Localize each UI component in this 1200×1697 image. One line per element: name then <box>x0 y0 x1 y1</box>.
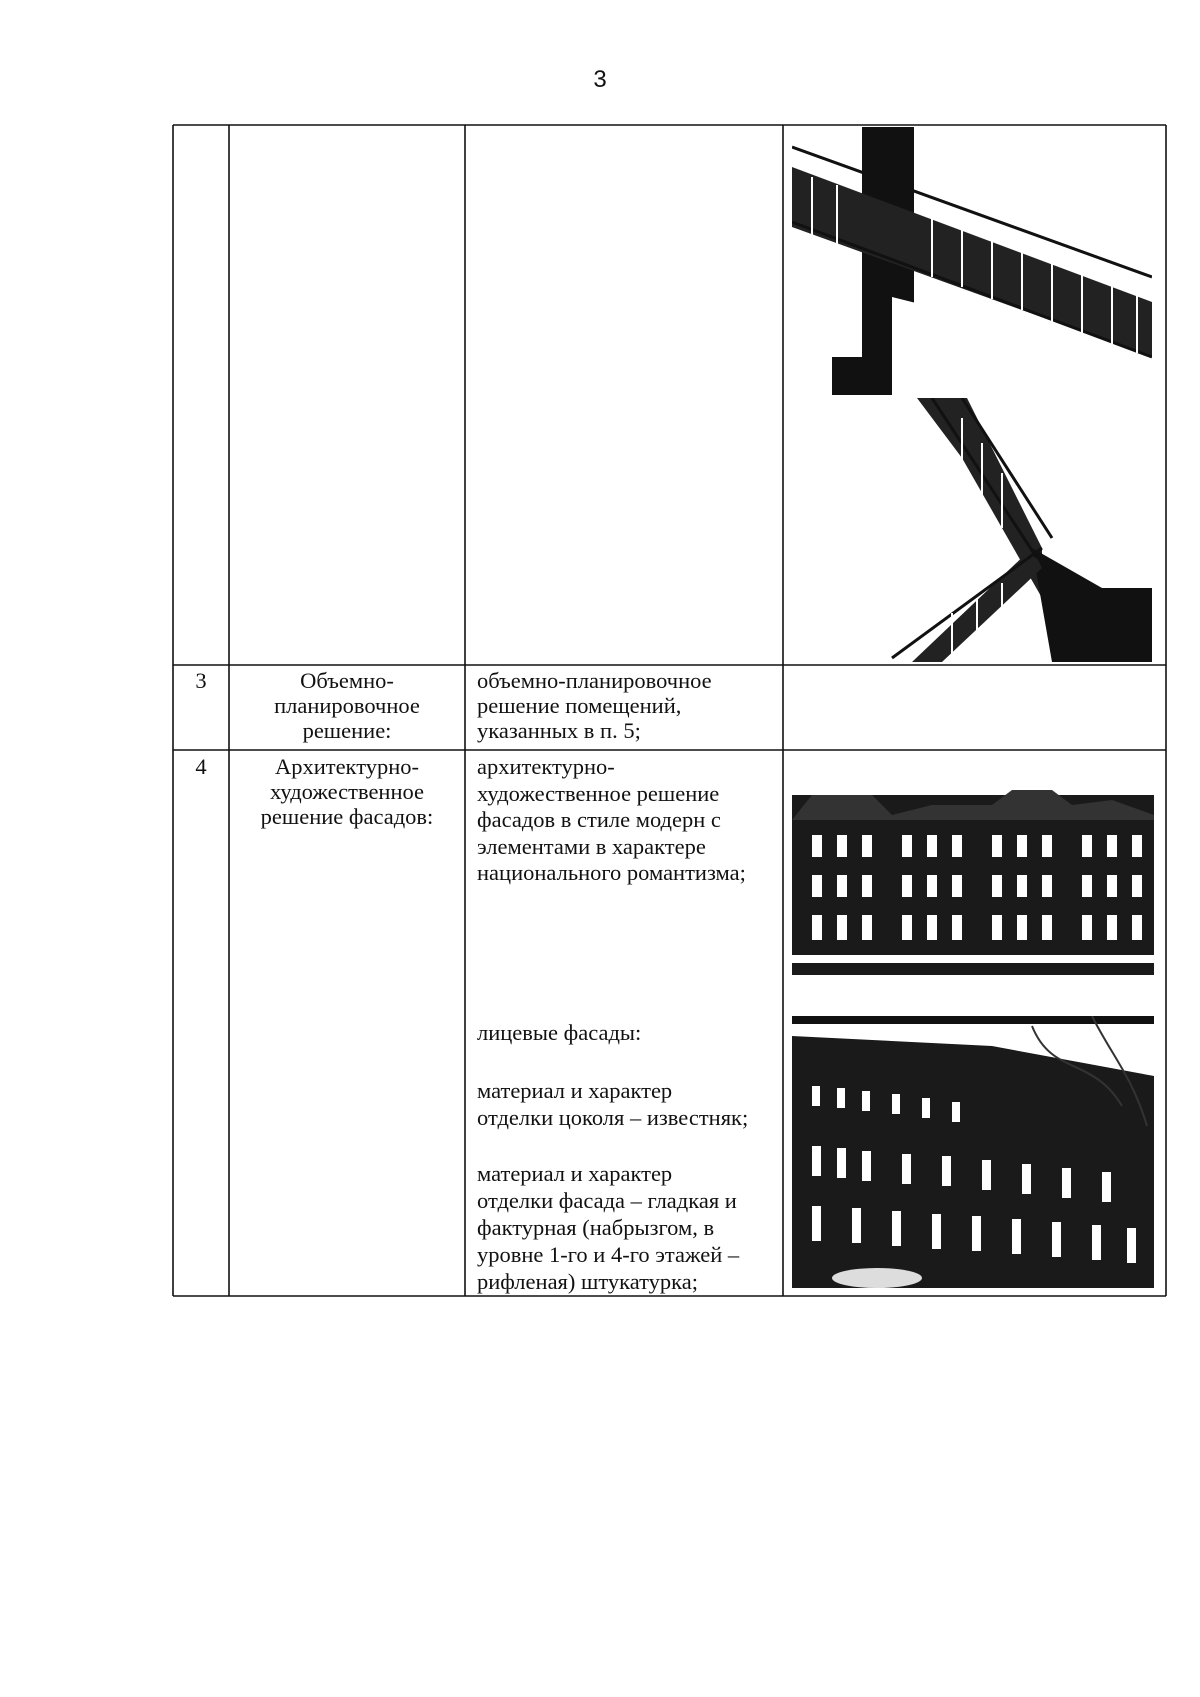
row-4-facade-finish: материал и характер отделки фасада – гладкая и фактурная (набрызгом, в уровне 1-го и 4-го этажей – рифленая) штукатурка; <box>477 1161 740 1294</box>
row-3-number: 3 <box>195 668 207 693</box>
row-3-description: объемно-планировочное решение помещений, указанных в п. 5; <box>477 668 712 743</box>
row-4-number: 4 <box>195 754 207 779</box>
row-4-description-style: архитектурно- художественное решение фасадов в стиле модерн с элементами в характере национального романтизма; <box>477 754 746 885</box>
row-4-facades-heading: лицевые фасады: <box>477 1020 642 1045</box>
staircase-bottom-photo <box>792 398 1152 662</box>
row-3-name: Объемно- планировочное решение: <box>274 668 420 743</box>
staircase-top-photo <box>792 127 1152 395</box>
row-4-plinth-finish: материал и характер отделки цоколя – известняк; <box>477 1078 749 1130</box>
facade-front-photo <box>792 760 1154 990</box>
facade-angle-photo <box>792 1016 1154 1288</box>
page-number: 3 <box>593 66 607 93</box>
row-4-name: Архитектурно- художественное решение фасадов: <box>260 754 434 829</box>
